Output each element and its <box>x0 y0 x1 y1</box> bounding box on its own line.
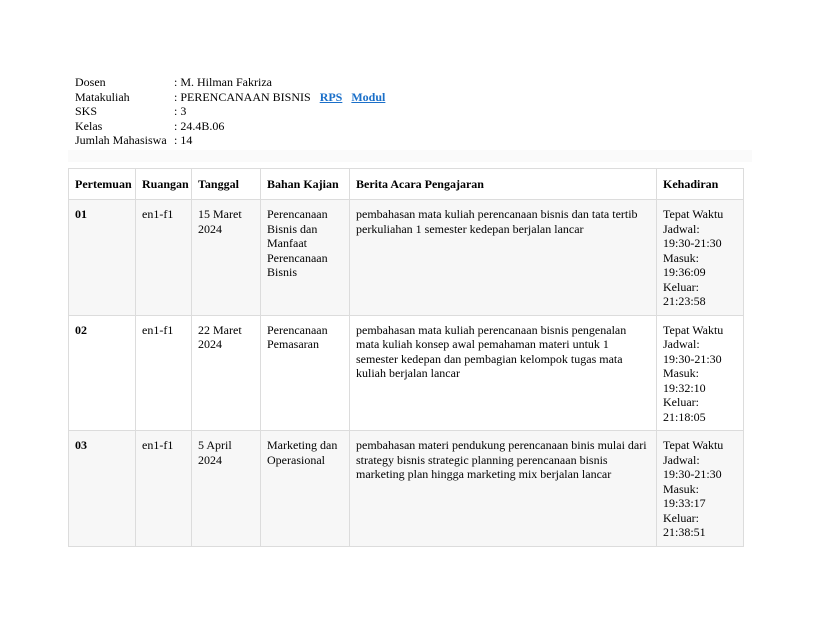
cell-kehadiran <box>657 200 744 316</box>
kehadiran-masuk: 19:32:10 <box>663 380 706 395</box>
jumlah-value: : 14 <box>174 133 193 147</box>
header-berita-acara: Berita Acara Pengajaran <box>350 169 657 200</box>
cell-bahan-kajian: Perencanaan Pemasaran <box>261 315 350 431</box>
dosen-label: Dosen <box>75 75 106 89</box>
matakuliah-name: : PERENCANAAN BISNIS <box>174 89 311 104</box>
attendance-table <box>68 168 744 547</box>
cell-pertemuan: 03 <box>69 431 136 547</box>
kehadiran-jadwal: 19:30-21:30 <box>663 351 722 366</box>
tanggal-day-month: 15 Maret <box>198 207 242 221</box>
modul-link[interactable]: Modul <box>351 89 386 104</box>
kehadiran-jadwal-label: Jadwal: <box>663 221 700 236</box>
info-row-matakuliah <box>75 90 385 105</box>
kehadiran-jadwal: 19:30-21:30 <box>663 236 722 250</box>
cell-ruangan: en1-f1 <box>136 315 192 431</box>
table-row <box>69 431 744 547</box>
kehadiran-keluar-label: Keluar: <box>663 279 699 294</box>
matakuliah-label: Matakuliah <box>75 89 130 104</box>
info-row-dosen <box>75 75 385 90</box>
table-row <box>69 200 744 316</box>
kehadiran-status: Tepat Waktu <box>663 322 724 337</box>
kehadiran-status: Tepat Waktu <box>663 438 724 452</box>
kehadiran-keluar-label: Keluar: <box>663 510 699 525</box>
kehadiran-keluar: 21:23:58 <box>663 294 706 308</box>
cell-bahan-kajian: Perencanaan Bisnis dan Manfaat Perencanaan Bisnis <box>261 200 350 316</box>
cell-berita-acara: pembahasan materi pendukung perencanaan binis mulai dari strategy bisnis strategic planning perencanaan bisnis marketing plan hingga marketing mix berjalan lancar <box>350 431 657 547</box>
cell-tanggal <box>192 431 261 547</box>
sks-value: : 3 <box>174 104 187 118</box>
cell-pertemuan: 01 <box>69 200 136 316</box>
kehadiran-masuk-label: Masuk: <box>663 366 699 380</box>
kehadiran-masuk: 19:36:09 <box>663 265 706 279</box>
cell-berita-acara: pembahasan mata kuliah perencanaan bisnis dan tata tertib perkuliahan 1 semester kedepan berjalan lancar <box>350 200 657 316</box>
info-row-sks <box>75 104 385 119</box>
tanggal-year: 2024 <box>198 452 222 467</box>
kehadiran-keluar-label: Keluar: <box>663 395 699 409</box>
kehadiran-keluar: 21:38:51 <box>663 525 706 539</box>
jumlah-label: Jumlah Mahasiswa <box>75 133 167 147</box>
dosen-value: : M. Hilman Fakriza <box>174 75 272 89</box>
header-tanggal: Tanggal <box>192 169 261 200</box>
cell-pertemuan: 02 <box>69 315 136 431</box>
info-row-kelas <box>75 119 385 134</box>
rps-link[interactable]: RPS <box>319 89 343 104</box>
kehadiran-keluar: 21:18:05 <box>663 409 706 424</box>
kehadiran-jadwal-label: Jadwal: <box>663 337 700 351</box>
table-header-row <box>69 169 744 200</box>
sks-label: SKS <box>75 104 98 118</box>
kehadiran-masuk-label: Masuk: <box>663 481 699 496</box>
cell-tanggal <box>192 200 261 316</box>
tanggal-day-month: 22 Maret <box>198 322 242 337</box>
cell-berita-acara: pembahasan mata kuliah perencanaan bisnis pengenalan mata kuliah konsep awal pemahaman materi untuk 1 semester kedepan dan pembagian kelompok tugas mata kuliah berjalan lancar <box>350 315 657 431</box>
cell-ruangan: en1-f1 <box>136 200 192 316</box>
kelas-value: : 24.4B.06 <box>174 118 225 133</box>
tanggal-year: 2024 <box>198 337 222 351</box>
kehadiran-masuk: 19:33:17 <box>663 496 706 510</box>
info-row-jumlah <box>75 133 385 148</box>
tanggal-day-month: 5 April <box>198 438 232 452</box>
header-pertemuan: Pertemuan <box>69 169 136 200</box>
header-bahan-kajian: Bahan Kajian <box>261 169 350 200</box>
kehadiran-jadwal-label: Jadwal: <box>663 452 700 467</box>
matakuliah-value <box>174 90 385 105</box>
cell-kehadiran <box>657 315 744 431</box>
course-info <box>75 75 385 148</box>
header-ruangan: Ruangan <box>136 169 192 200</box>
cell-kehadiran <box>657 431 744 547</box>
header-kehadiran: Kehadiran <box>657 169 744 200</box>
kehadiran-masuk-label: Masuk: <box>663 250 699 265</box>
section-divider <box>68 150 752 162</box>
tanggal-year: 2024 <box>198 221 222 236</box>
table-row <box>69 315 744 431</box>
kehadiran-status: Tepat Waktu <box>663 207 724 221</box>
kelas-label: Kelas <box>75 118 103 133</box>
cell-bahan-kajian: Marketing dan Operasional <box>261 431 350 547</box>
cell-tanggal <box>192 315 261 431</box>
cell-ruangan: en1-f1 <box>136 431 192 547</box>
kehadiran-jadwal: 19:30-21:30 <box>663 467 722 481</box>
